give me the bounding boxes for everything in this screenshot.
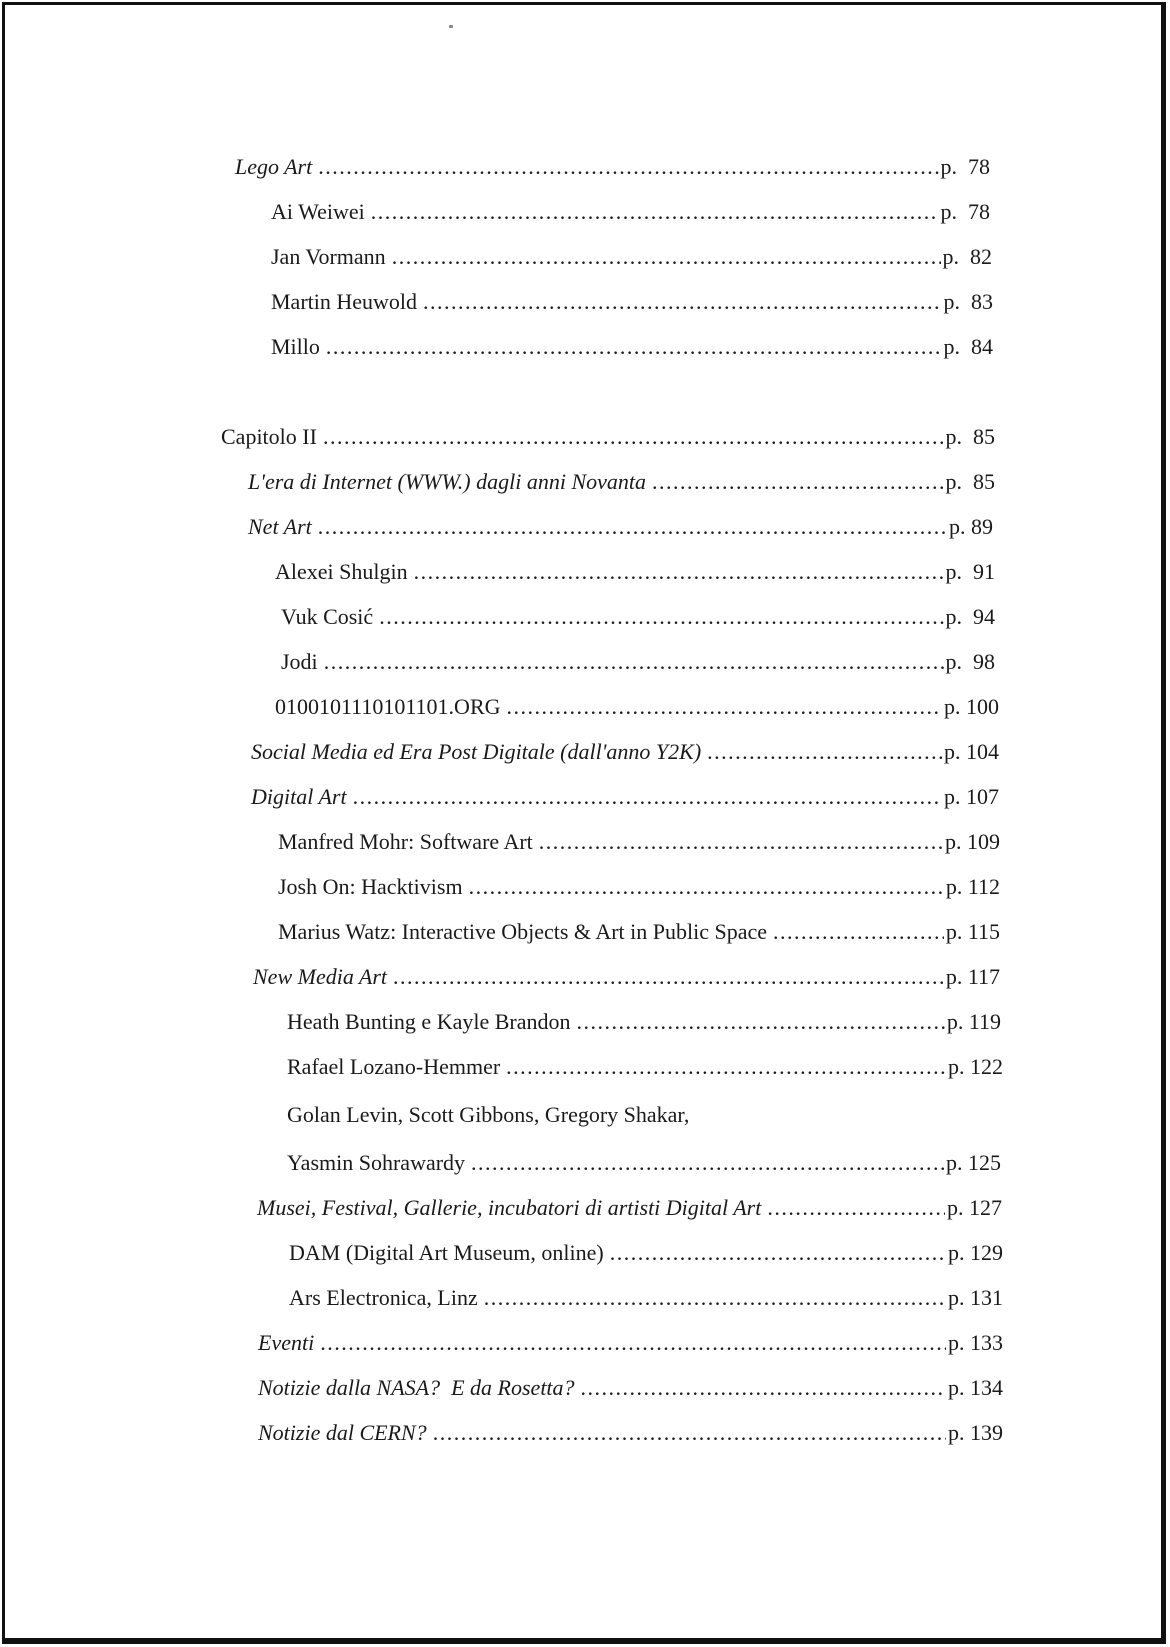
toc-leader [610, 1236, 946, 1270]
toc-entry [278, 870, 1000, 904]
page-frame [2, 2, 1166, 1644]
toc-page: p. 119 [946, 1009, 1001, 1034]
toc-title: Martin Heuwold [271, 289, 418, 314]
toc-leader [423, 285, 941, 319]
toc-entry [287, 1050, 1003, 1084]
toc-page: p. 85 [945, 424, 995, 449]
toc-entry [278, 915, 1000, 949]
toc-continuation-line: Golan Levin, Scott Gibbons, Gregory Shakar, [287, 1102, 690, 1127]
toc-title: Yasmin Sohrawardy [287, 1150, 466, 1175]
toc-page: p. 131 [948, 1285, 1003, 1310]
toc-page: p. 78 [940, 199, 990, 224]
toc-leader [318, 510, 947, 544]
toc-entry [235, 150, 990, 184]
toc-entry [258, 1371, 1003, 1405]
toc-page: p. 129 [948, 1240, 1003, 1265]
toc-page: p. 139 [948, 1420, 1003, 1445]
toc-leader [393, 960, 944, 994]
toc-page: p. 122 [948, 1054, 1003, 1079]
toc-page: p. 100 [944, 694, 999, 719]
toc-entry [289, 1281, 1003, 1315]
toc-leader [539, 825, 943, 859]
toc-leader [414, 555, 944, 589]
toc-leader [507, 690, 943, 724]
toc-title: Notizie dalla NASA? E da Rosetta? [258, 1375, 575, 1400]
toc-leader [707, 735, 942, 769]
toc-title: Ai Weiwei [271, 199, 365, 224]
toc-leader [353, 780, 942, 814]
toc-entry [251, 780, 999, 814]
toc-entry [281, 600, 995, 634]
toc-entry [258, 1326, 1003, 1360]
toc-page: p. 125 [946, 1150, 1001, 1175]
toc-leader [577, 1005, 945, 1039]
toc-leader [469, 870, 944, 904]
toc-page: p. 109 [945, 829, 1000, 854]
toc-entry [287, 1146, 1001, 1180]
toc-page: p. 133 [948, 1330, 1003, 1355]
toc-leader [484, 1281, 946, 1315]
toc-title: DAM (Digital Art Museum, online) [289, 1240, 604, 1265]
toc-leader [581, 1371, 946, 1405]
toc-entry [271, 240, 992, 274]
toc-entry [278, 825, 1000, 859]
toc-entry [275, 555, 995, 589]
toc-title: Rafael Lozano-Hemmer [287, 1054, 501, 1079]
toc-entry [271, 195, 990, 229]
toc-leader [318, 150, 938, 184]
toc-leader [506, 1050, 946, 1084]
toc-page: p. 98 [945, 649, 995, 674]
toc-entry [248, 510, 993, 544]
toc-title: Vuk Cosić [281, 604, 374, 629]
toc-page: p. 94 [945, 604, 995, 629]
toc-page: p. 83 [943, 289, 993, 314]
toc-leader [392, 240, 941, 274]
toc-page: p. 82 [942, 244, 992, 269]
toc-entry [289, 1236, 1003, 1270]
toc-page: p. 115 [945, 919, 1000, 944]
toc-page: p. 117 [945, 964, 1000, 989]
toc-page: p. 91 [945, 559, 995, 584]
toc-entry [271, 330, 993, 364]
toc-leader [323, 420, 944, 454]
toc-leader [326, 330, 942, 364]
toc-page: p. 89 [949, 514, 993, 539]
toc-title: Eventi [258, 1330, 315, 1355]
toc-title: L'era di Internet (WWW.) dagli anni Novanta [248, 469, 647, 494]
toc-page: p. 107 [944, 784, 999, 809]
toc-title: Millo [271, 334, 320, 359]
toc-entry [281, 645, 995, 679]
toc-title: Net Art [248, 514, 312, 539]
toc-title: Jodi [281, 649, 318, 674]
toc-leader [471, 1146, 944, 1180]
toc-title: 0100101110101101.ORG [275, 694, 501, 719]
toc-page: p. 127 [947, 1195, 1002, 1220]
toc-page: p. 78 [940, 154, 990, 179]
toc-leader [379, 600, 943, 634]
toc-entry [257, 1191, 1002, 1225]
toc-title: Josh On: Hacktivism [278, 874, 463, 899]
toc-entry [287, 1005, 1001, 1039]
toc-title: Manfred Mohr: Software Art [278, 829, 533, 854]
toc-page: p. 134 [948, 1375, 1003, 1400]
toc-entry [253, 960, 1000, 994]
toc-title: Notizie dal CERN? [258, 1420, 427, 1445]
toc-page: p. 85 [945, 469, 995, 494]
toc-leader [320, 1326, 946, 1360]
toc-title: Digital Art [251, 784, 347, 809]
toc-page: p. 112 [945, 874, 1000, 899]
toc-leader [324, 645, 944, 679]
toc-leader [773, 915, 944, 949]
toc-leader [767, 1191, 945, 1225]
toc-page: p. 84 [943, 334, 993, 359]
toc-title: Social Media ed Era Post Digitale (dall'anno Y2K) [251, 739, 702, 764]
toc-title: Heath Bunting e Kayle Brandon [287, 1009, 571, 1034]
toc-entry [258, 1416, 1003, 1450]
toc-entry [275, 690, 999, 724]
toc-title: Ars Electronica, Linz [289, 1285, 478, 1310]
toc-leader [371, 195, 939, 229]
scan-speck [449, 25, 453, 28]
toc-title: Lego Art [235, 154, 313, 179]
toc-title: New Media Art [253, 964, 388, 989]
toc-title: Alexei Shulgin [275, 559, 408, 584]
toc-title: Marius Watz: Interactive Objects & Art in Public Space [278, 919, 768, 944]
toc-title: Jan Vormann [271, 244, 386, 269]
toc-entry [221, 420, 995, 454]
toc-page: p. 104 [944, 739, 999, 764]
toc-title: Capitolo II [221, 424, 317, 449]
toc-title: Musei, Festival, Gallerie, incubatori di artisti Digital Art [257, 1195, 762, 1220]
toc-entry [251, 735, 999, 769]
toc-leader [433, 1416, 946, 1450]
toc-entry [271, 285, 993, 319]
toc-leader [652, 465, 943, 499]
toc-entry [248, 465, 995, 499]
